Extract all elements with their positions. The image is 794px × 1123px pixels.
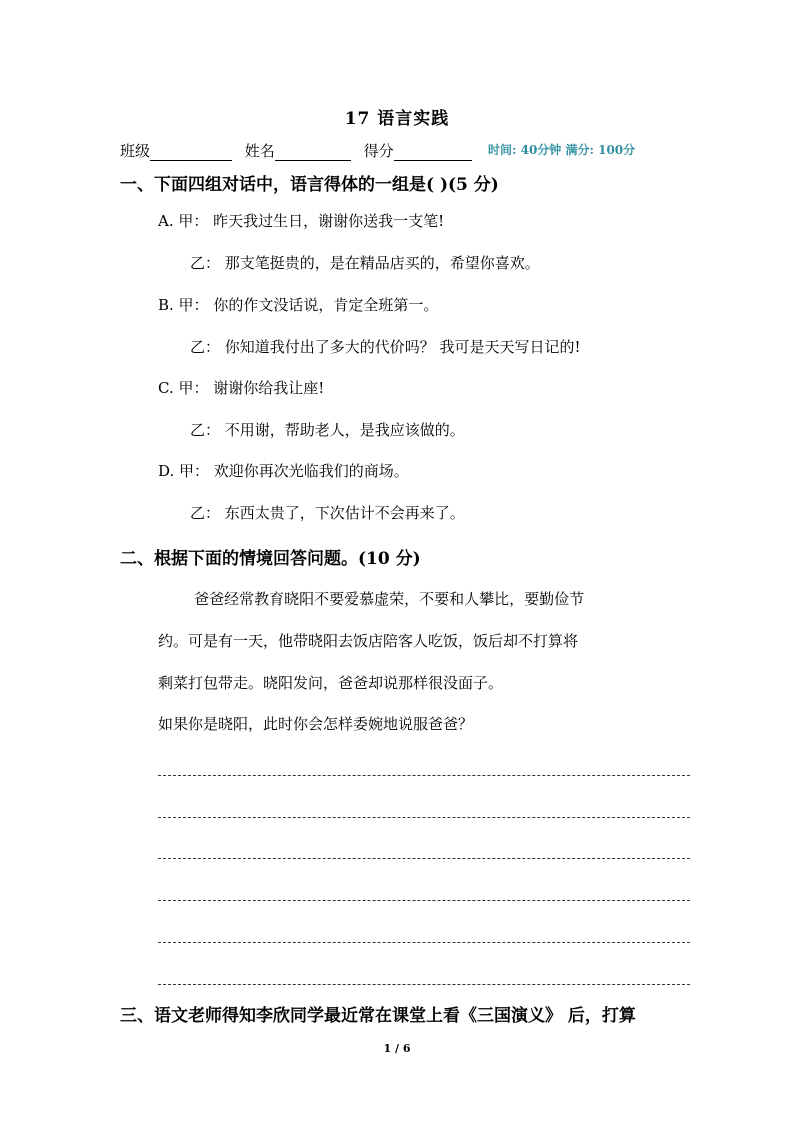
option-c-line-2: 乙： 不用谢，帮助老人，是我应该做的。: [190, 421, 465, 439]
score-blank[interactable]: [394, 144, 472, 161]
question-2-prompt: 如果你是晓阳，此时你会怎样委婉地说服爸爸？: [158, 715, 474, 733]
answer-line-3[interactable]: [158, 858, 690, 859]
option-b-line-1: B. 甲： 你的作文没话说，肯定全班第一。: [158, 296, 439, 314]
question-3-heading: 三、语文老师得知李欣同学最近常在课堂上看《三国演义》 后，打算: [120, 1006, 636, 1026]
answer-line-1[interactable]: [158, 775, 690, 776]
score-label: 得分: [363, 142, 394, 160]
option-b-line-2: 乙： 你知道我付出了多大的代价吗？ 我可是天天写日记的!: [190, 338, 581, 356]
page-number: 1 / 6: [383, 1042, 411, 1055]
time-score-meta: 时间: 40分钟 满分: 100分: [488, 143, 636, 157]
question-2-heading: 二、根据下面的情境回答问题。(10 分): [120, 549, 421, 569]
option-a-line-1: A. 甲： 昨天我过生日，谢谢你送我一支笔!: [158, 212, 445, 230]
passage-line-1: 爸爸经常教育晓阳不要爱慕虚荣，不要和人攀比，要勤俭节: [158, 590, 585, 608]
question-1-heading: 一、下面四组对话中，语言得体的一组是( )(5 分): [120, 175, 499, 195]
student-info-row: [120, 140, 680, 162]
class-label: 班级: [120, 142, 151, 160]
answer-line-4[interactable]: [158, 900, 690, 901]
option-d-line-2: 乙： 东西太贵了，下次估计不会再来了。: [190, 504, 465, 522]
answer-line-6[interactable]: [158, 984, 690, 985]
answer-line-2[interactable]: [158, 817, 690, 818]
passage-line-3: 剩菜打包带走。晓阳发问，爸爸却说那样很没面子。: [158, 674, 504, 692]
passage-line-2: 约。可是有一天，他带晓阳去饭店陪客人吃饭，饭后却不打算将: [158, 632, 579, 650]
name-blank[interactable]: [275, 144, 351, 161]
name-label: 姓名: [244, 142, 275, 160]
class-blank[interactable]: [150, 144, 232, 161]
answer-line-5[interactable]: [158, 942, 690, 943]
page-title: 17 语言实践: [344, 109, 450, 129]
option-a-line-2: 乙： 那支笔挺贵的，是在精品店买的，希望你喜欢。: [190, 254, 540, 272]
option-d-line-1: D. 甲： 欢迎你再次光临我们的商场。: [158, 462, 409, 480]
option-c-line-1: C. 甲： 谢谢你给我让座!: [158, 379, 325, 397]
